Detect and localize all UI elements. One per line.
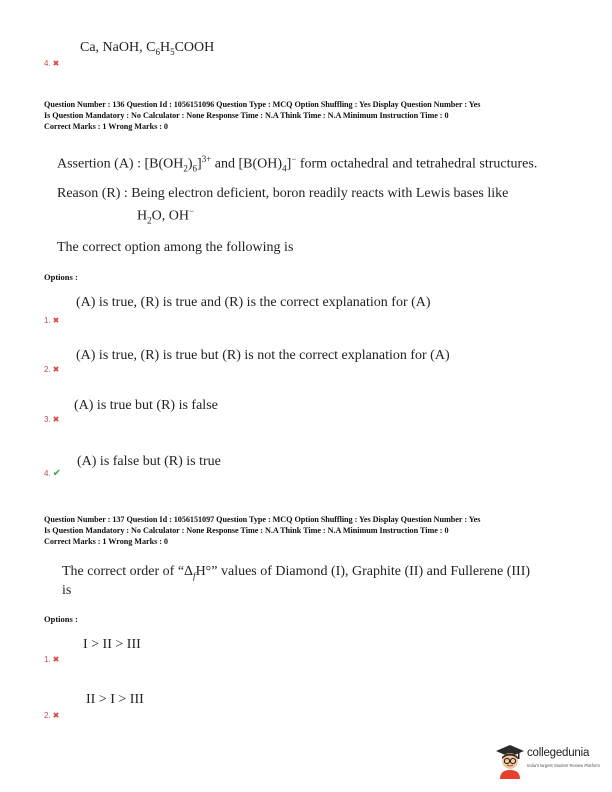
logo-wordmark: collegedunia [527,747,590,759]
q136-reason-line2: $H_2O$, OH− [137,206,195,226]
q137-option-1-number: 1. ✖ [44,655,60,664]
q136-options-label: Options : [44,272,78,282]
q136-option-1-number: 1. ✖ [44,316,60,325]
collegedunia-logo [494,741,606,781]
q136-option-3-text[interactable]: (A) is true but (R) is false [74,398,218,413]
graduate-mascot-icon [494,743,526,779]
cross-icon: ✖ [52,316,60,325]
q137-question-text-line2: is [62,583,72,598]
cross-icon: ✖ [52,365,60,374]
q136-option-2-number: 2. ✖ [44,365,60,374]
q136-prompt: The correct option among the following is [57,240,294,255]
q137-option-2-number: 2. ✖ [44,711,60,720]
q136-assertion: Assertion (A) : $[B(OH_2)_6]^{3+}$ and $[B(OH)_4]^-$ form octahedral and tetrahedral structures. [57,154,538,174]
q136-option-4-text[interactable]: (A) is false but (R) is true [77,454,221,469]
q136-meta: Question Number : 136 Question Id : 1056151096 Question Type : MCQ Option Shuffling : Yes Display Question Number : Yes Is Question Mandatory : No Calculator : None Response Time : N.A Think Time : N.A Minimum Instruction Time : 0 Correct Marks : 1 Wrong Marks : 0 [44,100,481,131]
q136-option-2-text[interactable]: (A) is true, (R) is true but (R) is not the correct explanation for (A) [76,348,450,363]
previous-option-4-text: Ca, NaOH, $C_6H_5COOH$ [80,40,215,57]
cross-icon: ✖ [52,59,60,68]
checkmark-icon: ✔ [52,468,62,479]
previous-option-4-number: 4. ✖ [44,59,60,68]
q136-option-3-number: 3. ✖ [44,415,60,424]
q136-option-4-number: 4. ✔ [44,468,62,479]
logo-tagline: India's largest Student Review Platform [527,763,600,768]
cross-icon: ✖ [52,415,60,424]
q137-question-text: The correct order of “$\Delta_fH^\circ$” values of Diamond (I), Graphite (II) and Fullerene (III) [62,564,531,581]
q137-option-2-text[interactable]: II > I > III [86,692,144,707]
q137-options-label: Options : [44,614,78,624]
q137-option-1-text[interactable]: I > II > III [83,637,141,652]
cross-icon: ✖ [52,655,60,664]
q136-option-1-text[interactable]: (A) is true, (R) is true and (R) is the correct explanation for (A) [76,295,431,310]
cross-icon: ✖ [52,711,60,720]
q137-meta: Question Number : 137 Question Id : 1056151097 Question Type : MCQ Option Shuffling : Yes Display Question Number : Yes Is Question Mandatory : No Calculator : None Response Time : N.A Think Time : N.A Minimum Instruction Time : 0 Correct Marks : 1 Wrong Marks : 0 [44,515,481,546]
q136-reason: Reason (R) : Being electron deficient, boron readily reacts with Lewis bases like [57,186,509,201]
